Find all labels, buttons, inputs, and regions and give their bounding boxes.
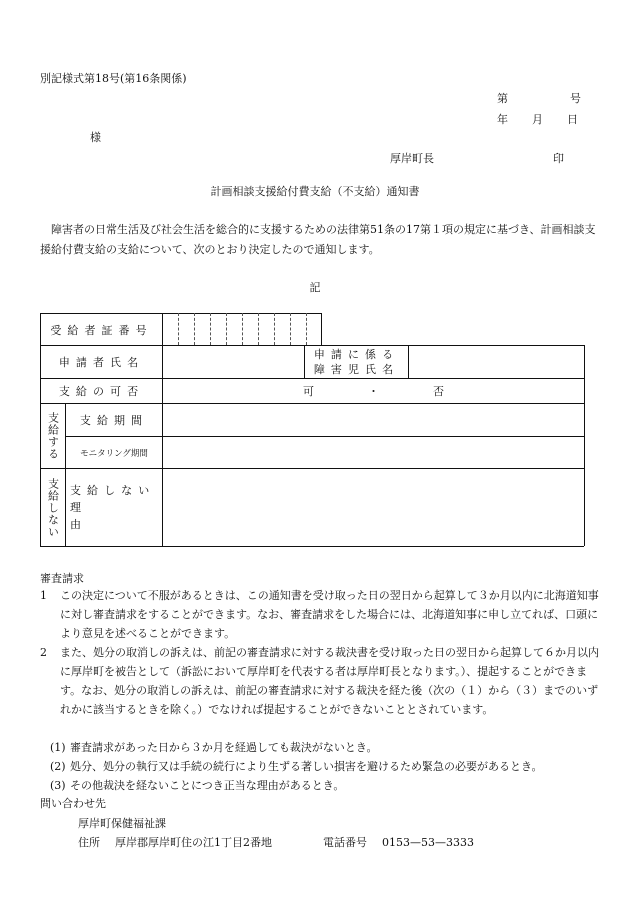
document-number-line <box>497 90 581 106</box>
sub-item-number: (3) <box>50 779 66 792</box>
group-pay-label: 支給する <box>46 412 60 460</box>
review-item-2 <box>40 643 600 719</box>
document-title: 計画相談支援給付費支給（不支給）通知書 <box>210 185 420 198</box>
pay-period-label: 支給期間 <box>79 414 149 427</box>
sub-item-text: 処分、処分の執行又は手続の続行により生ずる著しい損害を避けるため緊急の必要があるとき。 <box>70 760 543 773</box>
decision-separator: ・ <box>368 385 379 398</box>
date-month: 月 <box>532 113 543 126</box>
review-heading: 審査請求 <box>40 572 84 585</box>
date-line <box>497 111 578 127</box>
ki-marker: 記 <box>309 281 321 294</box>
address-label: 住所 <box>78 836 100 849</box>
contact-heading: 問い合わせ先 <box>40 797 106 810</box>
sub-item-number: (1) <box>50 741 66 754</box>
decision-no: 否 <box>433 385 444 398</box>
phone-label: 電話番号 <box>323 836 367 849</box>
recipient-cert-label: 受給者証番号 <box>50 323 153 337</box>
review-sub-item-3 <box>50 776 600 795</box>
decision-yes: 可 <box>303 385 314 398</box>
number-prefix: 第 <box>497 92 508 105</box>
number-suffix: 号 <box>570 92 581 105</box>
sub-item-number: (2) <box>50 760 66 773</box>
applicant-name-label: 申請者氏名 <box>58 356 145 369</box>
group-nopay-label: 支給しない <box>46 477 60 538</box>
seal-mark: 印 <box>553 152 564 165</box>
no-pay-reason-label <box>70 469 160 546</box>
date-year: 年 <box>497 113 508 126</box>
review-sub-item-1 <box>50 738 600 757</box>
sub-item-text: 審査請求があった日から３か月を経過しても裁決がないとき。 <box>70 741 378 754</box>
decision-options <box>163 379 584 403</box>
review-sub-item-2 <box>50 757 600 776</box>
sub-item-text: その他裁決を経ないことにつき正当な理由があるとき。 <box>70 779 345 792</box>
monitoring-period-label: モニタリング期間 <box>80 448 148 459</box>
payment-decision-label: 支給の可否 <box>58 385 145 398</box>
review-item-text: また、処分の取消しの訴えは、前記の審査請求に対する裁決書を受け取った日の翌日から起算して６か月以内に厚岸町を被告として（訴訟において厚岸町を代表する者は厚岸町長となります。）、提起することができます。なお、処分の取消しの訴えは、前記の審査請求に対する裁決を経た後（次の（１）から（３）までのいずれかに該当するときを除く。）でなければ提起することができないこととされています。 <box>60 646 599 716</box>
related-child-line2: 障害児氏名 <box>313 363 400 376</box>
review-item-1 <box>40 586 600 643</box>
date-day: 日 <box>567 113 578 126</box>
addressee-suffix: 様 <box>90 131 101 144</box>
intro-paragraph: 障害者の日常生活及び社会生活を総合的に支援するための法律第51条の17第１項の規定に基づき、計画相談支援給付費支給の支給について、次のとおり決定したので通知します。 <box>40 223 596 256</box>
contact-address-line <box>78 834 474 850</box>
related-child-label <box>305 346 408 378</box>
address-value: 厚岸郡厚岸町住の江1丁目2番地 <box>115 836 272 849</box>
form-label: 別記様式第18号(第16条関係) <box>40 72 187 85</box>
no-pay-reason-line1: 支給しない <box>70 484 156 497</box>
review-item-number: 2 <box>40 646 47 659</box>
issuer-name: 厚岸町長 <box>390 152 434 165</box>
no-pay-reason-line2: 理由 <box>70 501 127 531</box>
review-item-text: この決定について不服があるときは、この通知書を受け取った日の翌日から起算して３か月以内に北海道知事に対し審査請求をすることができます。なお、審査請求をした場合には、北海道知事に申し立てれば、口頭により意見を述べることができます。 <box>60 589 599 640</box>
phone-value: 0153—53—3333 <box>382 836 474 849</box>
related-child-line1: 申請に係る <box>313 348 400 361</box>
review-item-number: 1 <box>40 589 47 602</box>
contact-department: 厚岸町保健福祉課 <box>78 817 166 830</box>
